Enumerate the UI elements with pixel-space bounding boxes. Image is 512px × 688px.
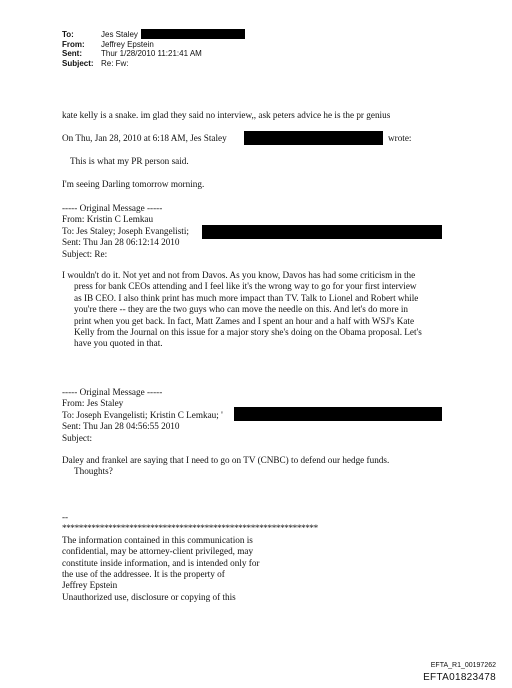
message-sent: Sent: Thu Jan 28 04:56:55 2010 [62,421,180,432]
reply-text: kate kelly is a snake. im glad they said no interview,, ask peters advice he is the pr genius [62,110,391,120]
disclaimer [62,512,482,603]
body-line: print when you get back. In fact, Matt Zames and I spent an hour and a half with WSJ's Kate [74,315,415,326]
disclaimer-line: confidential, may be attorney-client privileged, may [62,546,254,557]
message-subject: Subject: Re: [62,248,108,259]
disclaimer-line: Unauthorized use, disclosure or copying of this [62,591,236,602]
sent-row [62,49,202,59]
body-line: Kelly from the Journal on this issue for a major story she's doing on the Obama proposal. Let's [74,327,422,338]
from-value: Jeffrey Epstein [101,39,154,49]
to-value: Jes Staley [101,30,138,40]
redaction-box [202,225,442,239]
original-message-2-body [62,455,482,478]
message-to: To: Joseph Evangelisti; Kristin C Lemkau; ' [62,409,223,420]
document-id-r1: EFTA_R1_00197262 [430,662,496,669]
disclaimer-line: The information contained in this communication is [62,534,253,545]
disclaimer-line: the use of the addressee. It is the property of [62,569,225,580]
quote-intro-text: On Thu, Jan 28, 2010 at 6:18 AM, Jes Staley [62,133,227,143]
subject-label: Subject: [62,58,94,68]
body-line: Daley and frankel are saying that I need to go on TV (CNBC) to defend our hedge funds. [62,455,390,465]
body-line: I wouldn't do it. Not yet and not from Davos. As you know, Davos has had some criticism in the [62,270,416,280]
disclaimer-line: Jeffrey Epstein [62,580,118,591]
to-label: To: [62,30,74,39]
body-line: press for bank CEOs attending and I feel like it's the wrong way to go for your first interview [74,281,417,292]
pr-line: This is what my PR person said. [70,156,189,166]
disclaimer-line: constitute inside information, and is intended only for [62,557,260,568]
email-header [62,30,202,68]
sent-label: Sent: [62,49,82,59]
subject-value: Re: Fw: [101,58,129,68]
redaction-box [244,131,383,145]
message-subject: Subject: [62,432,93,443]
sent-value: Thur 1/28/2010 11:21:41 AM [101,49,202,59]
original-message-1-body [62,270,482,350]
subject-row [62,59,202,69]
signature-stars: ************************************************************* [62,523,318,534]
body-line: as IB CEO. I also think print has much more impact than TV. Talk to Lionel and Robert while [74,292,419,303]
quote-intro-wrote: wrote: [388,133,412,143]
redaction-box [141,29,245,39]
message-to: To: Jes Staley; Joseph Evangelisti; [62,225,189,236]
body-line: have you quoted in that. [74,338,163,349]
to-row [62,30,202,40]
darling-line: I'm seeing Darling tomorrow morning. [62,179,205,189]
from-row [62,40,202,50]
message-from: From: Kristin C Lemkau [62,214,154,225]
message-sent: Sent: Thu Jan 28 06:12:14 2010 [62,237,180,248]
from-label: From: [62,39,85,49]
document-id: EFTA01823478 [423,672,496,683]
quote-intro [62,133,227,144]
body-line: you're there -- they are the two guys who can move the needle on this. And let's do more in [74,304,408,315]
redaction-box [234,407,442,421]
signature-dashes: -- [62,512,69,522]
message-from: From: Jes Staley [62,398,124,409]
message-marker: ----- Original Message ----- [62,387,163,397]
body-line: Thoughts? [74,466,113,477]
message-marker: ----- Original Message ----- [62,203,163,213]
